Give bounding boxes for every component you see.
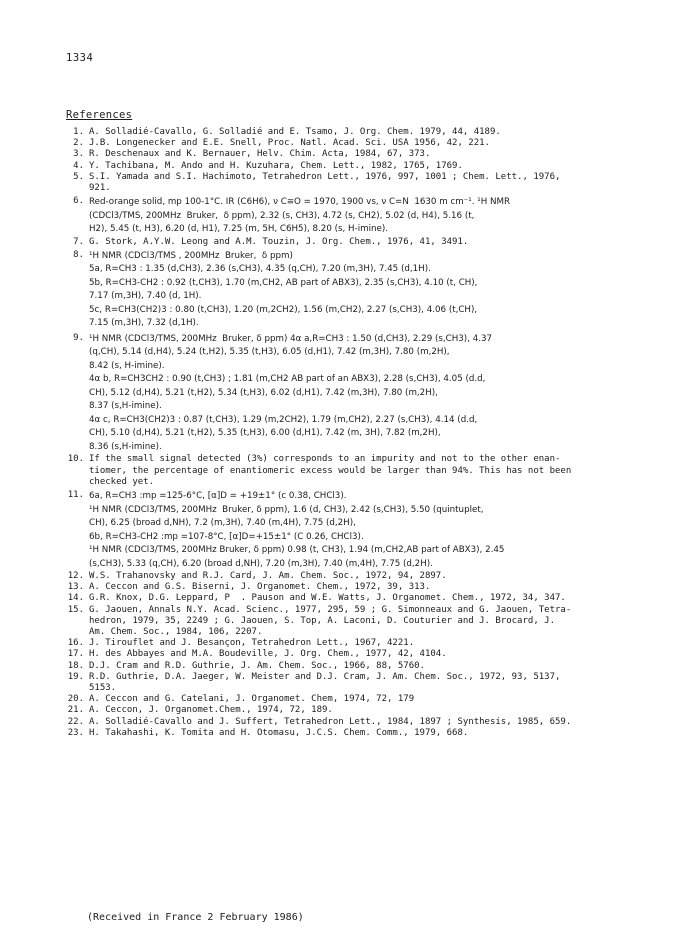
- reference-text: [89, 172, 666, 194]
- reference-number: 10.: [67, 454, 84, 465]
- reference-line: Red-orange solid, mp 100-1°C. IR (C6H6), ν C≡O = 1970, 1900 vs, ν C=N 1630 m cm⁻¹. ¹H NMR: [89, 197, 511, 208]
- reference-item: [66, 127, 666, 138]
- reference-text: [89, 333, 666, 455]
- reference-line: G. Stork, A.Y.W. Leong and A.M. Touzin, J. Org. Chem., 1976, 41, 3491.: [89, 236, 469, 247]
- reference-number: 13.: [67, 582, 84, 593]
- reference-text: [89, 694, 666, 705]
- reference-line: A. Solladié-Cavallo, G. Solladié and E. Tsamo, J. Org. Chem. 1979, 44, 4189.: [89, 127, 501, 137]
- reference-item: [66, 196, 666, 237]
- reference-item: [66, 490, 666, 571]
- reference-line: 5153.: [89, 683, 117, 694]
- reference-line: 4α b, R=CH3CH2 : 0.90 (t,CH3) ; 1.81 (m,CH2 AB part of an ABX3), 2.28 (s,CH3), 4.05 (d.d,: [89, 374, 486, 385]
- reference-text: [89, 490, 666, 571]
- reference-number: 22.: [67, 716, 84, 727]
- reference-number: 5.: [73, 171, 84, 182]
- reference-line: G.R. Knox, D.G. Leppard, P . Pauson and W.E. Watts, J. Organomet. Chem., 1972, 34, 347.: [89, 593, 566, 604]
- reference-line: A. Solladié-Cavallo and J. Suffert, Tetrahedron Lett., 1984, 1897 ; Synthesis, 1985, 659.: [89, 716, 572, 727]
- reference-line: CH), 6.25 (broad d,NH), 7.2 (m,3H), 7.40 (m,4H), 7.75 (d,2H),: [89, 518, 356, 529]
- reference-number: 12.: [67, 571, 84, 582]
- reference-text: [89, 161, 666, 172]
- reference-number: 17.: [67, 649, 84, 660]
- reference-line: 4α c, R=CH3(CH2)3 : 0.87 (t,CH3), 1.29 (m,2CH2), 1.79 (m,CH2), 2.27 (s,CH3), 4.14 (d.d,: [89, 414, 478, 425]
- reference-line: ¹H NMR (CDCl3/TMS, 200MHz Bruker, δ ppm), 1.6 (d, CH3), 2.42 (s,CH3), 5.50 (quintuplet,: [89, 504, 484, 515]
- received-note: (Received in France 2 February 1986): [87, 912, 304, 923]
- reference-number: 19.: [67, 671, 84, 682]
- reference-text: [89, 571, 666, 582]
- reference-line: 5b, R=CH3-CH2 : 0.92 (t,CH3), 1.70 (m,CH2, AB part of ABX3), 2.35 (s,CH3), 4.10 (t, CH),: [89, 277, 478, 288]
- reference-item: [66, 571, 666, 582]
- reference-text: [89, 149, 666, 160]
- reference-line: 8.36 (s,H-imine).: [89, 441, 162, 452]
- reference-text: [89, 138, 666, 149]
- reference-item: [66, 649, 666, 660]
- reference-line: D.J. Cram and R.D. Guthrie, J. Am. Chem. Soc., 1966, 88, 5760.: [89, 660, 425, 671]
- reference-line: checked yet.: [89, 476, 155, 487]
- reference-item: [66, 250, 666, 331]
- reference-number: 11.: [67, 490, 84, 501]
- reference-line: S.I. Yamada and S.I. Hachimoto, Tetrahedron Lett., 1976, 997, 1001 ; Chem. Lett., 1976,: [89, 171, 561, 182]
- reference-number: 20.: [67, 694, 84, 705]
- reference-item: [66, 582, 666, 593]
- reference-text: [89, 649, 666, 660]
- reference-item: [66, 717, 666, 728]
- reference-item: [66, 661, 666, 672]
- reference-line: J. Tirouflet and J. Besançon, Tetrahedron Lett., 1967, 4221.: [89, 638, 415, 649]
- reference-line: (q,CH), 5.14 (d,H4), 5.24 (t,H2), 5.35 (t,H3), 6.05 (d,H1), 7.42 (m,3H), 7.80 (m,2H),: [89, 347, 450, 358]
- reference-item: [66, 728, 666, 739]
- reference-number: 1.: [73, 127, 84, 137]
- reference-text: [89, 605, 666, 639]
- reference-text: [89, 593, 666, 604]
- reference-text: [89, 127, 666, 138]
- reference-item: [66, 149, 666, 160]
- reference-number: 14.: [67, 593, 84, 604]
- reference-text: [89, 454, 666, 488]
- reference-item: [66, 237, 666, 248]
- reference-line: H. Takahashi, K. Tomita and H. Otomasu, J.C.S. Chem. Comm., 1979, 668.: [89, 727, 469, 738]
- reference-number: 3.: [73, 149, 84, 160]
- reference-number: 2.: [73, 138, 84, 149]
- reference-line: Am. Chem. Soc., 1984, 106, 2207.: [89, 627, 263, 638]
- reference-line: A. Ceccon and G.S. Biserni, J. Organomet. Chem., 1972, 39, 313.: [89, 582, 431, 593]
- reference-line: R. Deschenaux and K. Bernauer, Helv. Chim. Acta, 1984, 67, 373.: [89, 149, 431, 160]
- reference-line: Y. Tachibana, M. Ando and H. Kuzuhara, Chem. Lett., 1982, 1765, 1769.: [89, 160, 463, 171]
- reference-line: H. des Abbayes and M.A. Boudeville, J. Org. Chem., 1977, 42, 4104.: [89, 649, 447, 660]
- reference-line: ¹H NMR (CDCl3/TMS, 200MHz Bruker, δ ppm) 4α a,R=CH3 : 1.50 (d,CH3), 2.29 (s,CH3), 4.37: [89, 333, 493, 344]
- reference-number: 21.: [67, 705, 84, 716]
- reference-line: W.S. Trahanovsky and R.J. Card, J. Am. Chem. Soc., 1972, 94, 2897.: [89, 571, 447, 582]
- reference-line: J.B. Longenecker and E.E. Snell, Proc. Natl. Acad. Sci. USA 1956, 42, 221.: [89, 138, 490, 149]
- reference-line: (CDCl3/TMS, 200MHz Bruker, δ ppm), 2.32 (s, CH3), 4.72 (s, CH2), 5.02 (d, H4), 5.16 (t,: [89, 210, 475, 221]
- reference-line: H2), 5.45 (t, H3), 6.20 (d, H1), 7.25 (m, 5H, C6H5), 8.20 (s, H-imine).: [89, 224, 389, 235]
- reference-line: 6a, R=CH3 :mp =125-6°C, [α]D = +19±1° (c 0.38, CHCl3).: [89, 491, 347, 502]
- reference-item: [66, 138, 666, 149]
- reference-text: [89, 661, 666, 672]
- page-number: 1334: [66, 52, 94, 64]
- reference-text: [89, 196, 666, 237]
- reference-line: CH), 5.10 (d,H4), 5.21 (t,H2), 5.35 (t,H3), 6.00 (d,H1), 7.42 (m, 3H), 7.82 (m,2H),: [89, 428, 441, 439]
- reference-line: ¹H NMR (CDCl3/TMS, 200MHz Bruker, δ ppm) 0.98 (t, CH3), 1.94 (m,CH2,AB part of ABX3), 2.45: [89, 545, 505, 556]
- reference-number: 18.: [67, 660, 84, 671]
- reference-text: [89, 728, 666, 739]
- reference-text: [89, 705, 666, 716]
- reference-item: [66, 672, 666, 694]
- reference-item: [66, 454, 666, 488]
- reference-item: [66, 605, 666, 639]
- reference-item: [66, 593, 666, 604]
- reference-line: G. Jaouen, Annals N.Y. Acad. Scienc., 1977, 295, 59 ; G. Simonneaux and G. Jaouen, Tetra-: [89, 604, 572, 615]
- reference-line: If the small signal detected (3%) corresponds to an impurity and not to the other enan-: [89, 454, 561, 465]
- reference-line: 921.: [89, 183, 111, 194]
- reference-item: [66, 161, 666, 172]
- reference-item: [66, 694, 666, 705]
- reference-number: 4.: [73, 160, 84, 171]
- reference-line: tiomer, the percentage of enantiomeric excess would be larger than 94%. This has not been: [89, 465, 572, 476]
- reference-line: 8.37 (s,H-imine).: [89, 401, 162, 412]
- reference-item: [66, 172, 666, 194]
- reference-text: [89, 717, 666, 728]
- reference-line: 5a, R=CH3 : 1.35 (d,CH3), 2.36 (s,CH3), 4.35 (q,CH), 7.20 (m,3H), 7.45 (d,1H).: [89, 264, 431, 275]
- reference-line: 7.15 (m,3H), 7.32 (d,1H).: [89, 318, 199, 329]
- reference-number: 16.: [67, 638, 84, 649]
- reference-line: CH), 5.12 (d,H4), 5.21 (t,H2), 5.34 (t,H3), 6.02 (d,H1), 7.42 (m,3H), 7.80 (m,2H),: [89, 387, 438, 398]
- reference-text: [89, 582, 666, 593]
- reference-line: 8.42 (s, H-imine).: [89, 360, 165, 371]
- reference-number: 15.: [67, 604, 84, 615]
- reference-number: 9.: [73, 332, 84, 343]
- reference-line: A. Ceccon, J. Organomet.Chem., 1974, 72, 189.: [89, 705, 333, 716]
- reference-item: [66, 333, 666, 455]
- reference-text: [89, 672, 666, 694]
- reference-line: ¹H NMR (CDCl3/TMS , 200MHz Bruker, δ ppm): [89, 250, 293, 261]
- references-list: [66, 127, 666, 739]
- reference-line: (s,CH3), 5.33 (q,CH), 6.20 (broad d,NH), 7.20 (m,3H), 7.40 (m,4H), 7.75 (d,2H).: [89, 558, 433, 569]
- reference-text: [89, 250, 666, 331]
- reference-line: R.D. Guthrie, D.A. Jaeger, W. Meister and D.J. Cram, J. Am. Chem. Soc., 1972, 93, 5137,: [89, 671, 561, 682]
- reference-line: hedron, 1979, 35, 2249 ; G. Jaouen, S. Top, A. Laconi, D. Couturier and J. Brocard, J.: [89, 615, 555, 626]
- reference-number: 23.: [67, 727, 84, 738]
- reference-number: 7.: [73, 236, 84, 247]
- references-heading: References: [66, 109, 133, 121]
- reference-line: 6b, R=CH3-CH2 :mp =107-8°C, [α]D=+15±1° (C 0.26, CHCl3).: [89, 531, 364, 542]
- reference-number: 8.: [73, 249, 84, 260]
- reference-line: 5c, R=CH3(CH2)3 : 0.80 (t,CH3), 1.20 (m,2CH2), 1.56 (m,CH2), 2.27 (s,CH3), 4.06 (t,CH),: [89, 304, 478, 315]
- reference-text: [89, 237, 666, 248]
- reference-item: [66, 705, 666, 716]
- reference-line: A. Ceccon and G. Catelani, J. Organomet. Chem, 1974, 72, 179: [89, 694, 415, 705]
- reference-item: [66, 638, 666, 649]
- reference-number: 6.: [73, 196, 84, 207]
- reference-line: 7.17 (m,3H), 7.40 (d, 1H).: [89, 291, 202, 302]
- reference-text: [89, 638, 666, 649]
